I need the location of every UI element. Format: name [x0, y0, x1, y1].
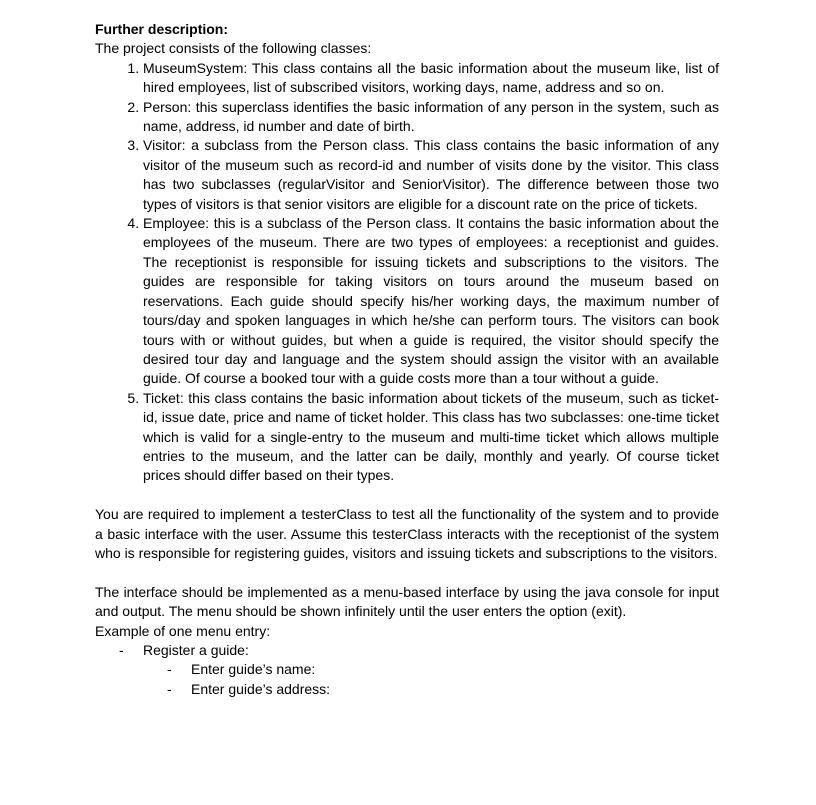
class-item-ticket: 5. Ticket: this class contains the basic information about tickets of the museum, such as ticket-id, issue date, price and name of ticket holder. This class has two subclasses: one-time ticket which is valid for a single-entry to the museum and multi-time ticket which allows multiple entries to the museum, and the latter can be daily, monthly and yearly. Of course ticket prices should differ based on their types. [143, 389, 719, 486]
spacer [95, 563, 719, 582]
class-item-person: 2. Person: this superclass identifies the basic information of any person in the system, such as name, address, id number and date of birth. [143, 98, 719, 137]
tester-paragraph: You are required to implement a testerClass to test all the functionality of the system and to provide a basic interface with the user. Assume this testerClass interacts with the receptionist of the system who is responsible for registering guides, visitors and issuing tickets and subscriptions to the visitors. [95, 506, 719, 561]
class-item-museum-system: 1. MuseumSystem: This class contains all the basic information about the museum like, list of hired employees, list of subscribed visitors, working days, name, address and so on. [143, 59, 719, 98]
document-page [95, 20, 719, 699]
menu-entry [95, 641, 719, 699]
dash-bullet: - [167, 661, 172, 678]
class-item-employee: 4. Employee: this is a subclass of the Person class. It contains the basic information about the employees of the museum. There are two types of employees: a receptionist and guides. The receptionist is responsible for issuing tickets and subscriptions to the visitors. The guides are responsible for taking visitors on tours around the museum based on reservations. Each guide should specify his/her working days, the maximum number of tours/day and spoken languages in which he/she can perform tours. The visitors can book tours with or without guides, but when a guide is required, the visitor should specify the desired tour day and language and the system should assign the visitor with an available guide. Of course a booked tour with a guide costs more than a tour without a guide. [143, 214, 719, 389]
menu-subentry-list [143, 660, 719, 699]
spacer [95, 486, 719, 505]
menu-subentry [143, 660, 719, 679]
example-label: Example of one menu entry: [95, 622, 271, 639]
menu-example-list [95, 641, 719, 699]
class-list [95, 59, 719, 486]
dash-bullet: - [167, 680, 172, 697]
intro-text: The project consists of the following classes: [95, 40, 372, 57]
menu-subentry-label: Enter guide’s name: [191, 661, 316, 678]
class-item-visitor: 3. Visitor: a subclass from the Person class. This class contains the basic information of any visitor of the museum such as record-id and number of visits done by the visitor. This class has two subclasses (regularVisitor and SeniorVisitor). The difference between those two types of visitors is that senior visitors are eligible for a discount rate on the price of tickets. [143, 136, 719, 214]
dash-bullet: - [119, 641, 124, 658]
interface-paragraph: The interface should be implemented as a menu-based interface by using the java console for input and output. The menu should be shown infinitely until the user enters the option (exit). [95, 583, 719, 620]
menu-subentry-label: Enter guide’s address: [191, 680, 331, 697]
section-heading: Further description: [95, 21, 229, 37]
menu-entry-label: Register a guide: [143, 641, 249, 658]
menu-subentry [143, 680, 719, 699]
